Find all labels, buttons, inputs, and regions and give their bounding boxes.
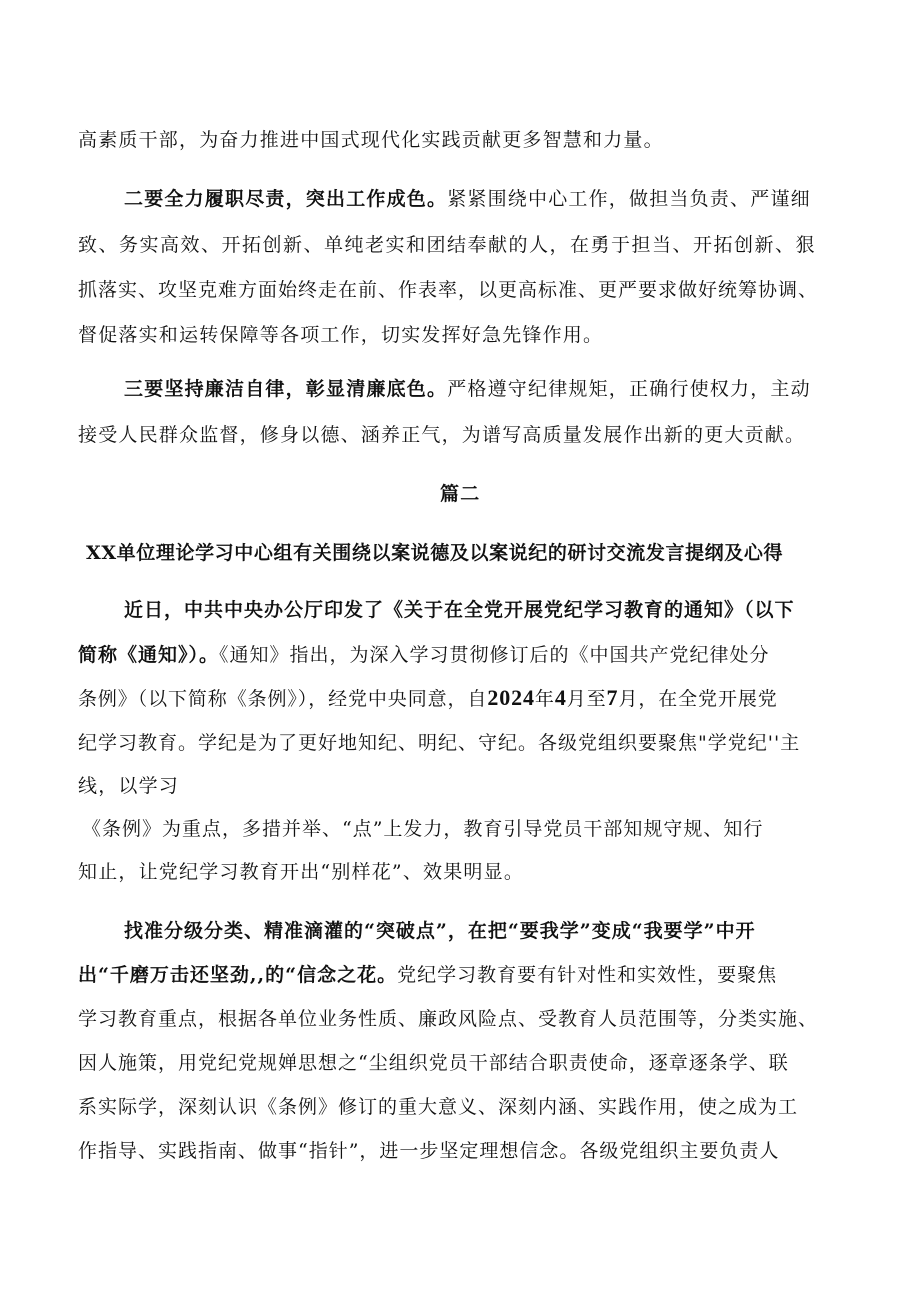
paragraph-2-line-3: 抓落实、攻坚克难方面始终走在前、作表率，以更高标准、更严要求做好统筹协调、 (78, 279, 819, 301)
paragraph-5-line-6: 作指导、实践指南、做事“指针”，进一步坚定理想信念。各级党组织主要负责人 (78, 1140, 780, 1162)
paragraph-3-line-1-rest: 严格遵守纪律规矩，正确行使权力，主动 (447, 378, 811, 400)
paragraph-2-line-4: 督促落实和运转保障等各项工作，切实发挥好急先锋作用。 (78, 324, 604, 346)
paragraph-2-line-1-rest: 紧紧围绕中心工作，做担当负责、严谨细 (447, 188, 811, 210)
paragraph-5-line-1: 找准分级分类、精准滴灌的“突破点”，在把“要我学”变成“我要学”中开 (124, 920, 756, 942)
paragraph-4-line-1: 近日，中共中央办公厅印发了《关于在全党开展党纪学习教育的通知》（以下 (124, 599, 795, 621)
paragraph-3-line-2: 接受人民群众监督，修身以德、涵养正气，为谱写高质量发展作出新的更大贡献。 (78, 424, 806, 446)
paragraph-4-line-6: 《条例》为重点，多措并举、“点”上发力，教育引导党员干部知规守规、知行 (82, 818, 764, 840)
section-heading: 篇二 (440, 483, 481, 505)
paragraph-4-line-2-bold: 简称《通知》）。 (78, 644, 220, 666)
paragraph-4-month-start: 4 (554, 685, 567, 710)
paragraph-5-line-3: 学习教育重点，根据各单位业务性质、廉政风险点、受教育人员范围等，分类实施、 (78, 1008, 819, 1030)
paragraph-4-year: 2024 (487, 685, 535, 710)
paragraph-3-line-1 (124, 377, 811, 401)
paragraph-4-line-7: 知止，让党纪学习教育开出“别样花”、效果明显。 (78, 861, 525, 883)
paragraph-4-line-3-a: 条例》（以下简称《条例》），经党中央同意，自 (78, 688, 488, 710)
paragraph-2-line-1 (124, 187, 811, 211)
paragraph-1-line-1: 高素质干部，为奋力推进中国式现代化实践贡献更多智慧和力量。 (78, 129, 664, 151)
paragraph-4-line-4: 纪学习教育。学纪是为了更好地知纪、明纪、守纪。各级党组织要聚焦"学党纪''主 (78, 732, 801, 754)
paragraph-5-line-4: 因人施策，用党纪党规婵思想之“尘组织党员干部结合职责使命，逐章逐条学、联 (78, 1052, 789, 1074)
paragraph-2-line-2: 致、务实高效、开拓创新、单纯老实和团结奉献的人，在勇于担当、开拓创新、狠 (78, 234, 817, 256)
paragraph-5-line-2 (78, 963, 777, 987)
paragraph-4-month-end: 7 (606, 685, 619, 710)
article-title: XX单位理论学习中心组有关围绕以案说德及以案说纪的研讨交流发言提纲及心得 (86, 542, 784, 564)
paragraph-4-line-3-c: 月至 (566, 688, 607, 710)
paragraph-4-line-3 (78, 686, 778, 711)
paragraph-3-lead: 三要坚持廉洁自律，彰显清廉底色。 (124, 378, 448, 400)
paragraph-2-lead: 二要全力履职尽责，突出工作成色。 (124, 188, 448, 210)
paragraph-4-line-3-d: 月，在全党开展党 (618, 688, 778, 710)
paragraph-4-line-3-b: 年 (534, 688, 555, 710)
paragraph-4-line-5: 线，以学习 (78, 775, 180, 797)
paragraph-5-line-2-rest: 党纪学习教育要有针对性和实效性，要聚焦 (397, 964, 778, 986)
paragraph-4-line-2 (78, 643, 770, 667)
paragraph-5-line-5: 系实际学，深刻认识《条例》修订的重大意义、深刻内涵、实践作用，使之成为工 (78, 1096, 799, 1118)
paragraph-5-line-2-bold: 出“千磨万击还坚劲,,的“信念之花。 (78, 964, 398, 986)
paragraph-4-line-2-rest: 《通知》指出，为深入学习贯彻修订后的《中国共产党纪律处分 (219, 644, 770, 666)
